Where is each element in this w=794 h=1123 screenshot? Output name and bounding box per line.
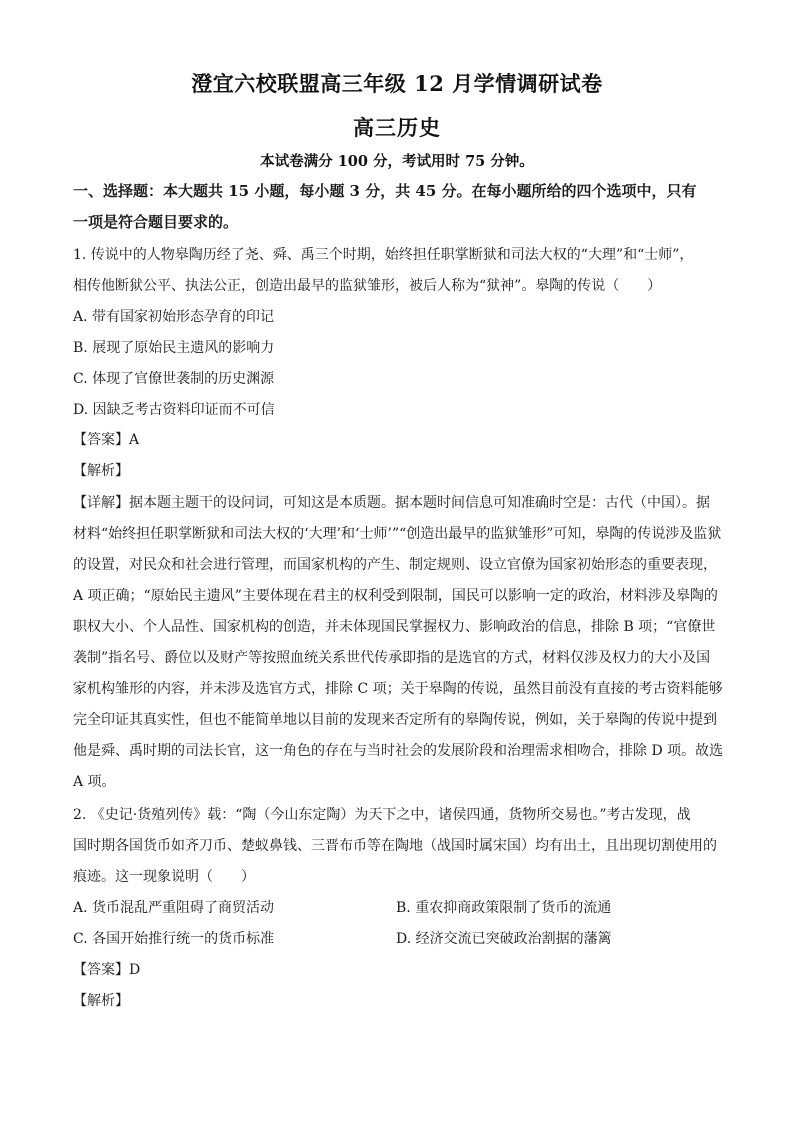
q2-stem-line2: 国时期各国货币如齐刀币、楚蚁鼻钱、三晋布币等在陶地（战国时属宋国）均有出土，且出现切割使用的 — [73, 838, 717, 854]
q1-answer: 【答案】A — [73, 432, 140, 448]
q1-stem-line1: 1. 传说中的人物皋陶历经了尧、舜、禹三个时期，始终担任职掌断狱和司法大权的“大理”和“士师”， — [73, 247, 694, 263]
q2-stem-line3: 痕迹。这一现象说明（ ） — [73, 869, 255, 885]
q1-option-d: D. 因缺乏考古资料印证而不可信 — [73, 402, 275, 418]
q1-option-c: C. 体现了官僚世袭制的历史渊源 — [73, 371, 275, 387]
q1-detail-line3: 的设置，对民众和社会进行管理，而国家机构的产生、制定规则、设立官僚为国家初始形态的重要表现， — [73, 557, 717, 573]
q1-option-b: B. 展现了原始民主遗风的影响力 — [73, 340, 275, 356]
q2-option-c: C. 各国开始推行统一的货币标准 — [73, 931, 275, 947]
q2-option-b: B. 重农抑商政策限制了货币的流通 — [396, 900, 612, 916]
section-heading-line1: 一、选择题：本大题共 15 小题，每小题 3 分，共 45 分。在每小题所给的四个选项中，只有 — [73, 182, 697, 200]
q1-detail-line1: 【详解】据本题主题干的设问词，可知这是本质题。据本题时间信息可知准确时空是：古代（中国）。据 — [73, 495, 710, 511]
q1-detail-line10: A 项。 — [73, 774, 116, 790]
exam-title: 澄宜六校联盟高三年级 12 月学情调研试卷 — [191, 71, 603, 96]
subject-title: 高三历史 — [353, 115, 441, 140]
q1-detail-line7: 家机构雏形的内容，并未涉及选官方式，排除 C 项；关于皋陶的传说，虽然目前没有直接的考古资料能够 — [73, 681, 723, 697]
q1-detail-line9: 他是舜、禹时期的司法长官，这一角色的存在与当时社会的发展阶段和治理需求相吻合，排除 D 项。故选 — [73, 743, 724, 759]
exam-note: 本试卷满分 100 分，考试用时 75 分钟。 — [260, 153, 534, 170]
section-heading-line2: 一项是符合题目要求的。 — [73, 213, 239, 231]
q1-detail-line6: 袭制”指名号、爵位以及财产等按照血统关系世代传承即指的是选官的方式，材料仅涉及权力的大小及国 — [73, 650, 711, 666]
q2-option-d: D. 经济交流已突破政治割据的藩篱 — [396, 931, 612, 947]
q2-analysis-label: 【解析】 — [73, 993, 129, 1009]
q2-stem-line1: 2. 《史记·货殖列传》载：“陶（今山东定陶）为天下之中，诸侯四通，货物所交易也。”考古发现，战 — [73, 807, 691, 823]
q2-option-a: A. 货币混乱严重阻碍了商贸活动 — [73, 900, 275, 916]
q1-detail-line5: 职权大小、个人品性、国家机构的创造，并未体现国民掌握权力、影响政治的信息，排除 B 项；“官僚世 — [73, 619, 716, 635]
q1-analysis-label: 【解析】 — [73, 463, 129, 479]
q1-detail-line4: A 项正确；“原始民主遗风”主要体现在君主的权利受到限制，国民可以影响一定的政治，材料涉及皋陶的 — [73, 588, 718, 604]
q1-detail-line8: 完全印证其真实性，但也不能简单地以目前的发现来否定所有的皋陶传说，例如，关于皋陶的传说中提到 — [73, 712, 717, 728]
q1-detail-line2: 材料“始终担任职掌断狱和司法大权的‘大理’和‘士师’”“创造出最早的监狱雏形”可知，皋陶的传说涉及监狱 — [73, 526, 722, 542]
q2-answer: 【答案】D — [73, 962, 141, 978]
q1-stem-line2: 相传他断狱公平、执法公正，创造出最早的监狱雏形，被后人称为“狱神”。皋陶的传说（ ） — [73, 278, 662, 294]
q1-option-a: A. 带有国家初始形态孕育的印记 — [73, 309, 275, 325]
